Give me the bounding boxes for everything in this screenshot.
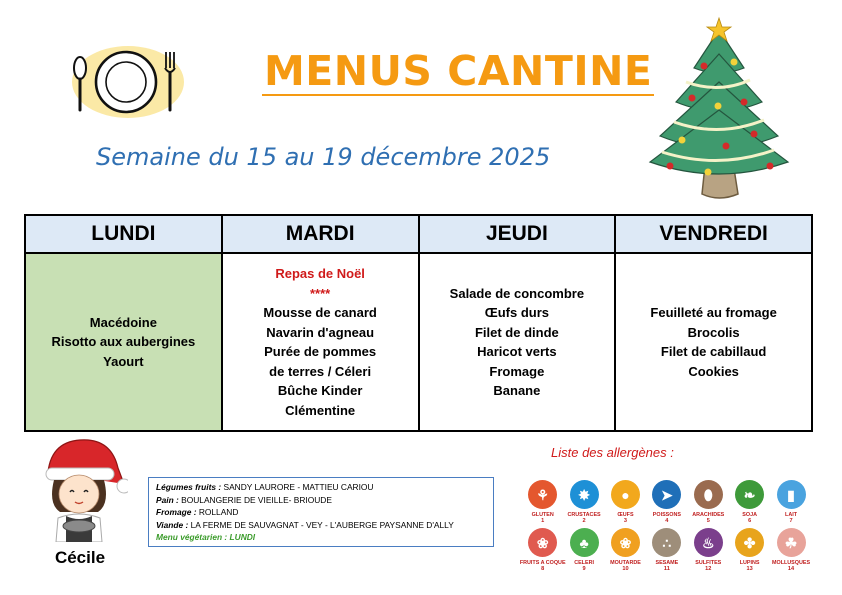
allergen-name: LUPINS: [739, 560, 760, 566]
day-header-vendredi: VENDREDI: [615, 215, 812, 253]
supplier-value: LA FERME DE SAUVAGNAT - VEY - L'AUBERGE PAYSANNE D'ALLY: [190, 519, 454, 530]
allergen-item: [770, 528, 811, 576]
dish-item: Navarin d'agneau: [266, 324, 375, 340]
dish-item: Cookies: [688, 363, 739, 379]
dish-item: Fromage: [489, 363, 545, 379]
day-header-row: [25, 215, 812, 253]
supplier-row: [156, 519, 486, 532]
allergen-name: SULFITES: [695, 560, 722, 566]
allergen-number: 6: [748, 518, 752, 524]
allergen-number: 3: [623, 518, 628, 524]
allergen-item: [729, 528, 770, 576]
allergen-name: SESAME: [655, 560, 679, 566]
fish-icon: ➤: [652, 480, 681, 509]
dish-item: Macédoine: [89, 314, 157, 330]
allergen-name: ARACHIDES: [692, 512, 725, 518]
dish-item: de terres / Céleri: [269, 363, 372, 379]
supplier-label: Fromage :: [156, 507, 197, 518]
allergen-item: [522, 480, 563, 528]
soy-icon: ❧: [735, 480, 764, 509]
allergen-number: 12: [705, 566, 712, 572]
dish-item: Haricot verts: [477, 344, 557, 359]
chef-avatar-icon: [38, 434, 128, 542]
allergen-item: [519, 528, 566, 576]
supplier-label: Légumes fruits :: [156, 482, 222, 492]
allergen-item: [729, 480, 770, 528]
day-cell-lundi: [25, 253, 222, 431]
milk-icon: ▮: [777, 480, 806, 509]
allergen-name: CRUSTACES: [567, 512, 601, 518]
allergen-number: 11: [663, 566, 670, 572]
supplier-row: [156, 481, 486, 494]
allergen-name: GLUTEN: [531, 512, 554, 518]
allergen-name: MOLLUSQUES: [772, 560, 811, 566]
allergen-number: 2: [582, 518, 586, 524]
allergen-name: SOJA: [742, 512, 757, 518]
allergen-item: [688, 528, 729, 576]
allergen-number: 4: [665, 518, 669, 524]
dish-item: Œufs durs: [484, 305, 550, 320]
allergen-item: [646, 480, 687, 528]
allergen-item: [563, 480, 604, 528]
allergen-number: 1: [541, 518, 545, 524]
dish-item: Banane: [493, 383, 541, 398]
dish-item: Risotto aux aubergines: [51, 334, 196, 350]
allergen-number: 10: [622, 566, 629, 572]
allergen-number: 5: [706, 518, 710, 524]
dish-item: Yaourt: [103, 353, 144, 369]
egg-icon: ●: [611, 480, 640, 509]
plate-cutlery-icon: [62, 38, 186, 120]
allergen-item: [563, 528, 604, 576]
supplier-row: [156, 506, 486, 519]
dish-item: Filet de cabillaud: [660, 344, 767, 359]
vegetarian-note: Menu végétarien : LUNDI: [156, 532, 256, 543]
allergen-name: CELERI: [574, 560, 594, 566]
supplier-value: ROLLAND: [198, 507, 239, 518]
page-title: MENUS CANTINE: [264, 47, 653, 95]
shell-icon: ☘: [777, 528, 806, 557]
supplier-label: Pain :: [156, 494, 179, 505]
crab-icon: ✸: [570, 480, 599, 509]
dish-item: Brocolis: [687, 324, 740, 340]
allergen-name: POISSONS: [652, 512, 681, 518]
week-subtitle: Semaine du 15 au 19 décembre 2025: [96, 143, 551, 171]
day-cell-jeudi: [419, 253, 616, 431]
day-header-mardi: MARDI: [222, 215, 419, 253]
day-header-jeudi: JEUDI: [419, 215, 616, 253]
allergen-number: 7: [789, 518, 793, 524]
allergen-name: MOUTARDE: [610, 560, 641, 566]
allergen-number: 14: [787, 566, 795, 572]
chef-name: Cécile: [54, 548, 106, 567]
menu-table: [24, 214, 813, 432]
day-cell-mardi: [222, 253, 419, 431]
day-cell-vendredi: [615, 253, 812, 431]
allergen-list-title: Liste des allergènes :: [551, 445, 674, 460]
supplier-row: [156, 494, 486, 507]
christmas-tree-icon: [646, 16, 792, 200]
allergen-number: 13: [746, 566, 753, 572]
dish-item: Salade de concombre: [449, 285, 585, 301]
celery-icon: ♣: [570, 528, 599, 557]
allergen-name: ŒUFS: [617, 512, 634, 518]
sesame-icon: ∴: [652, 528, 681, 557]
special-meal-mark: ****: [310, 285, 331, 301]
allergen-name: FRUITS A COQUE: [519, 560, 566, 566]
sulfite-icon: ♨: [694, 528, 723, 557]
special-meal-title: Repas de Noël: [275, 266, 365, 281]
allergen-item: [688, 480, 729, 528]
nut-icon: ❀: [528, 528, 557, 557]
allergen-item: [646, 528, 687, 576]
allergen-name: LAIT: [785, 512, 798, 518]
allergen-grid: [519, 480, 812, 580]
supplier-value: SANDY LAURORE - MATTIEU CARIOU: [223, 482, 374, 492]
dish-item: Mousse de canard: [263, 305, 377, 320]
allergen-item: [605, 480, 646, 528]
peanut-icon: ⬮: [694, 480, 723, 509]
allergen-item: [770, 480, 811, 528]
dishes-row: [25, 253, 812, 431]
supplier-value: BOULANGERIE DE VIEILLE- BRIOUDE: [181, 494, 332, 505]
mustard-icon: ❀: [611, 528, 640, 557]
day-header-lundi: LUNDI: [25, 215, 222, 253]
dish-item: Filet de dinde: [474, 324, 559, 340]
suppliers-box: [148, 477, 494, 547]
allergen-number: 9: [582, 566, 586, 572]
dish-item: Feuilleté au fromage: [650, 305, 777, 320]
dish-item: Purée de pommes: [264, 344, 377, 359]
lupin-icon: ✤: [735, 528, 764, 557]
dish-item: Bûche Kinder: [277, 383, 363, 398]
supplier-label: Viande :: [156, 519, 189, 530]
allergen-number: 8: [541, 566, 545, 572]
dish-item: Clémentine: [285, 402, 356, 418]
wheat-icon: ⚘: [528, 480, 557, 509]
allergen-item: [605, 528, 646, 576]
